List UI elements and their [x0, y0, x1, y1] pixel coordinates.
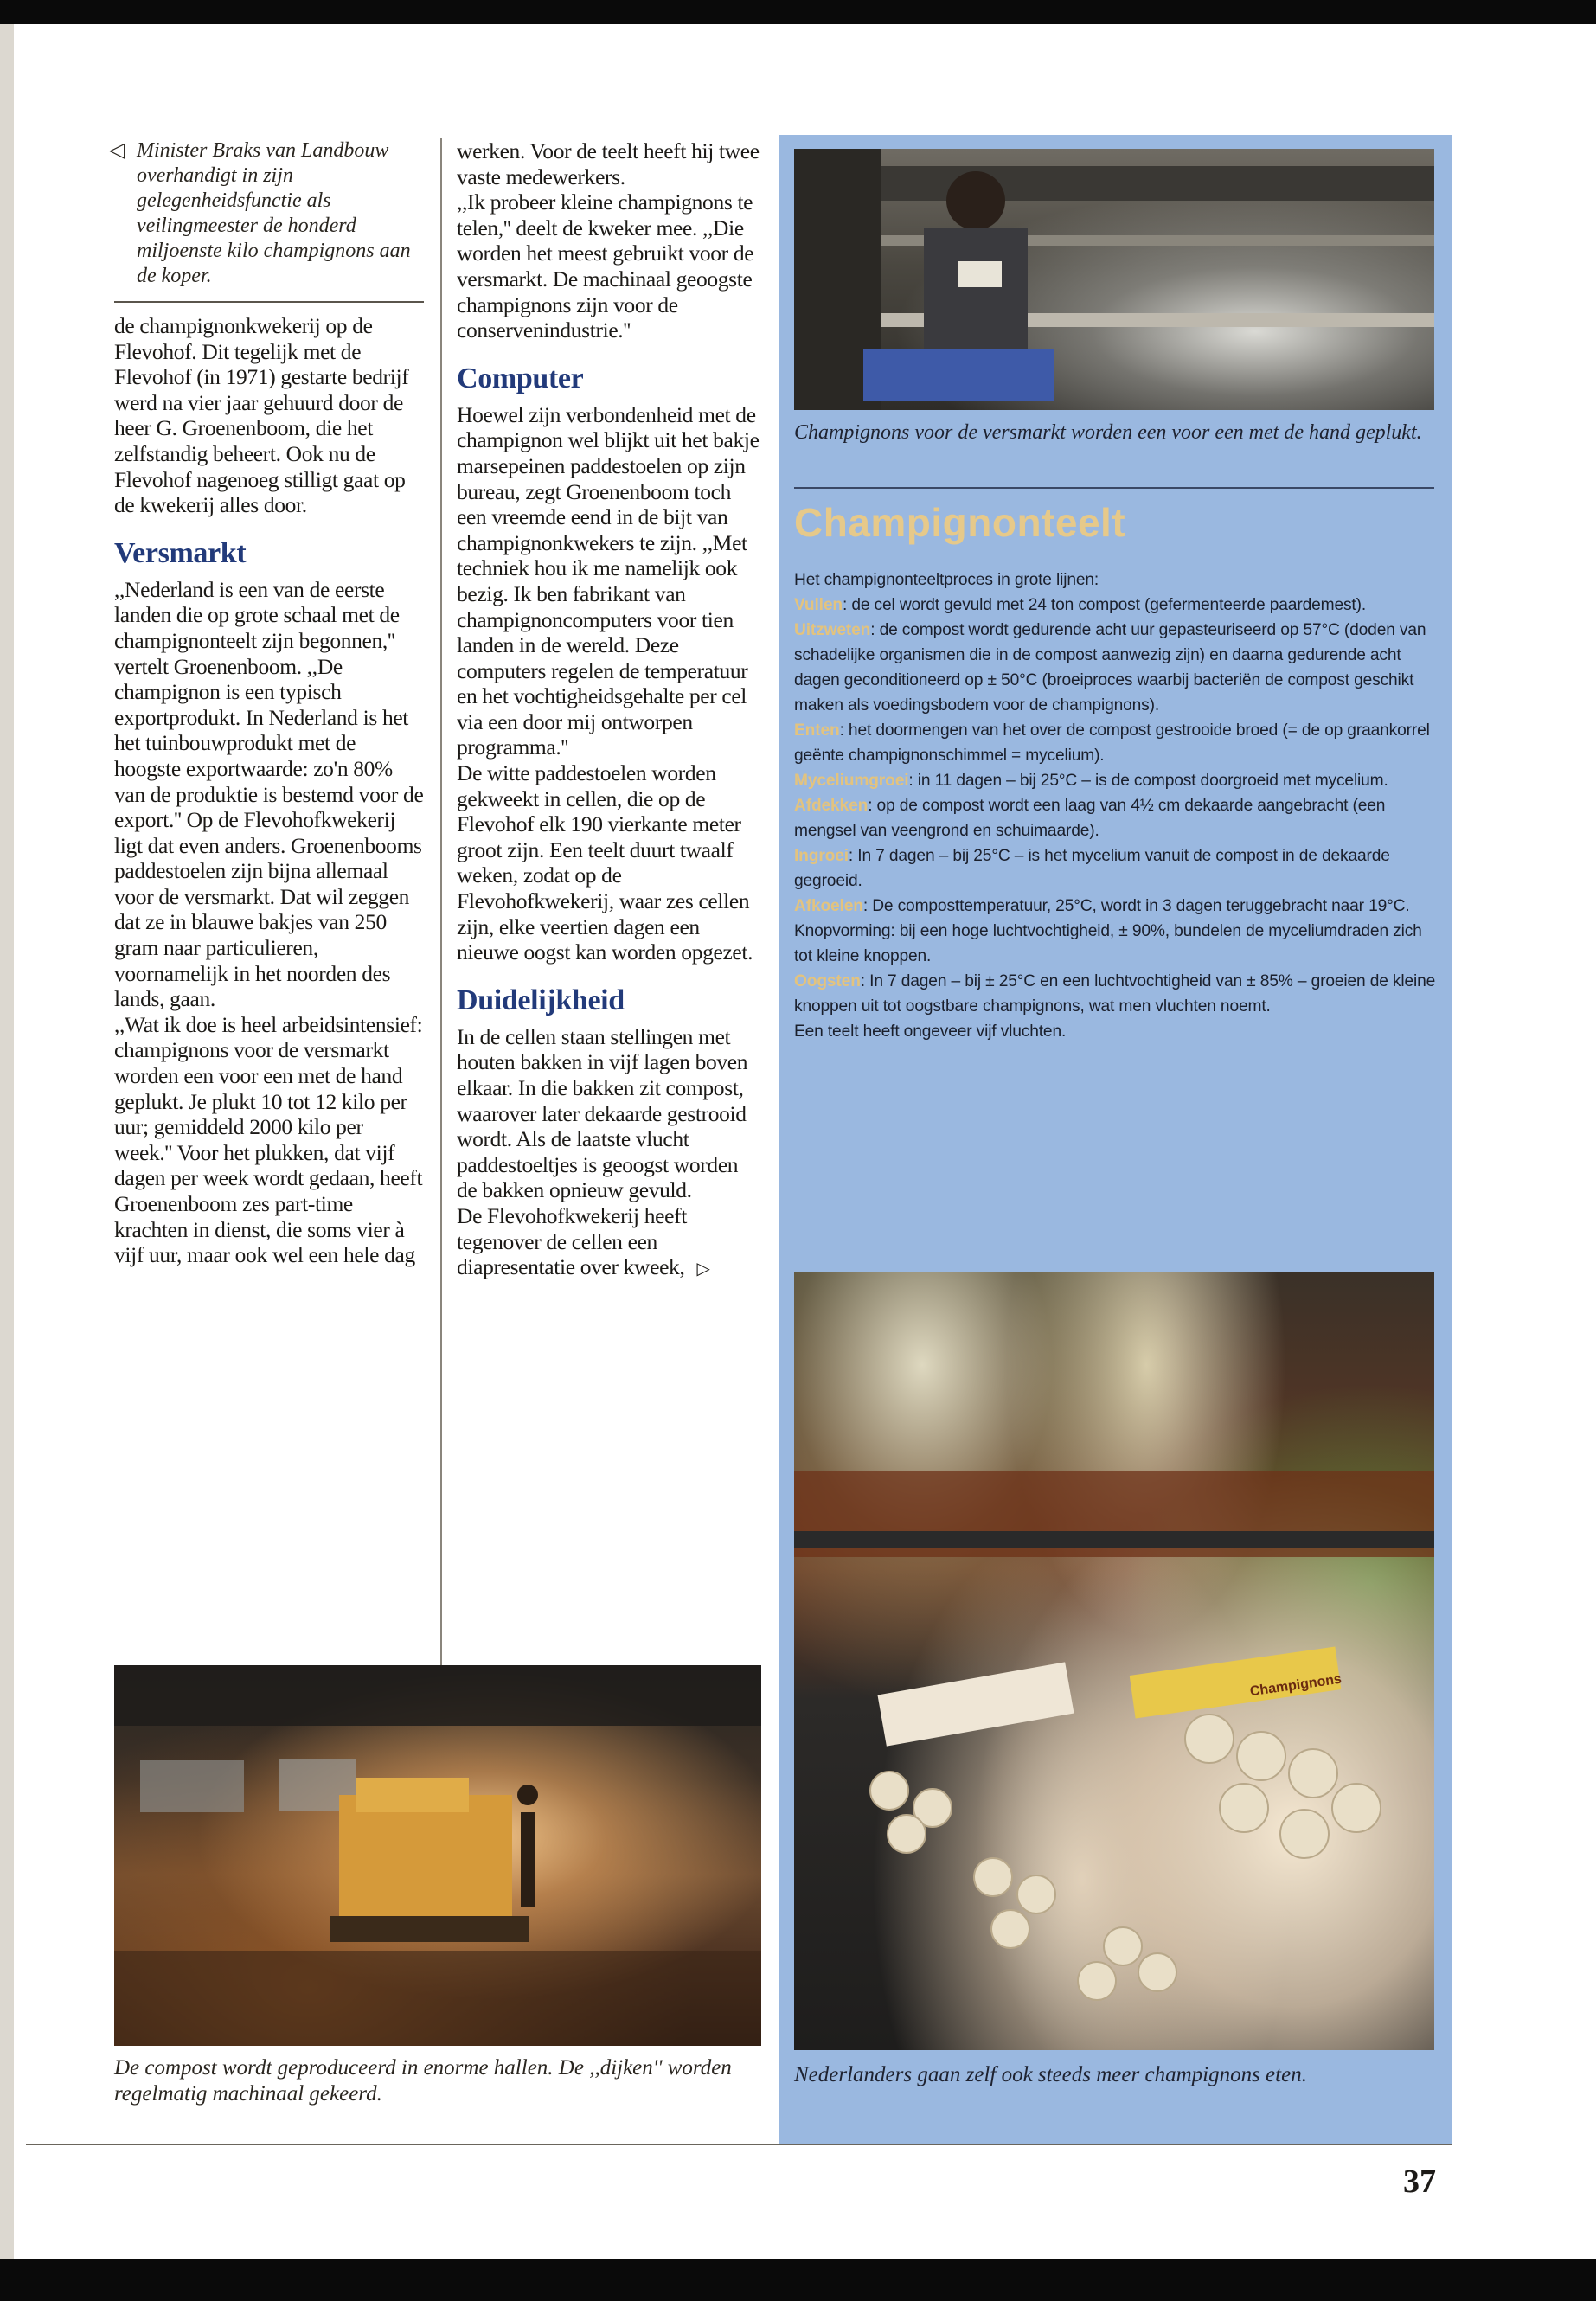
paragraph: de champignonkwekerij op de Flevohof. Dit tegelijk met de Flevohof (in 1971) gestarte bedrijf werd na vier jaar gehuurd door de heer G. Groenenboom, die het zelfstandig beheert. Ook nu de Flevohof nagenoeg stilligt gaat op de kwekerij alles door. [114, 313, 409, 518]
process-step [794, 618, 1439, 718]
step-keyword: Afkoelen [794, 897, 863, 915]
step-text: : de compost wordt gedurende acht uur gepasteuriseerd op 57°C (doden van schadelijke organismen die in de compost aanwezig zijn) en daarna gedurende acht dagen geconditioneerd op ± 50°C (broeiproces waarbij bacteriën de compost geschikt maken als voedingsbodem voor de champignons). [794, 621, 1426, 715]
picker-illustration [794, 149, 1434, 410]
market-illustration [794, 1272, 1434, 2050]
panel-title: Champignonteelt [794, 500, 1126, 545]
heading-duidelijkheid: Duidelijkheid [457, 984, 625, 1016]
panel-divider [794, 487, 1434, 489]
article-column-1 [109, 138, 424, 1268]
paragraph [457, 1203, 761, 1282]
heading-computer: Computer [457, 362, 584, 394]
package-sign-label: Champignons [1248, 1671, 1343, 1700]
footer-divider [26, 2144, 1452, 2145]
step-keyword: Oogsten [794, 972, 861, 990]
page-number: 37 [1403, 2163, 1436, 2200]
paragraph: werken. Voor de teelt heeft hij twee vaste medewerkers. [457, 138, 760, 189]
process-step [794, 593, 1439, 618]
paragraph-text: De Flevohofkwekerij heeft tegenover de cellen een diapresentatie over kweek, [457, 1202, 687, 1280]
intro-caption-text: Minister Braks van Landbouw overhandigt in zijn gelegenheidsfunctie als veilingmeester de honderd miljoenste kilo champignons aan de koper. [137, 139, 411, 287]
heading-versmarkt: Versmarkt [114, 536, 247, 569]
step-keyword: Vullen [794, 596, 843, 614]
step-text: : De composttemperatuur, 25°C, wordt in 3 dagen teruggebracht naar 19°C. Knopvorming: bij een hoge luchtvochtigheid, ± 90%, bundelen de myceliumdraden zich tot kleine knoppen. [794, 897, 1422, 965]
process-step [794, 843, 1439, 894]
step-keyword: Myceliumgroei [794, 772, 909, 790]
paragraph: ,,Ik probeer kleine champignons te telen,'' deelt de kweker mee. ,,Die worden het meest gebruikt voor de versmarkt. De machinaal geoogste champignons zijn voor de conservenindustrie.'' [457, 189, 754, 343]
compost-machine-illustration [114, 1665, 761, 2046]
compost-photo-caption: De compost wordt geproduceerd in enorme hallen. De ,,dijken'' worden regelmatig machinaal gekeerd. [114, 2056, 732, 2106]
step-keyword: Afdekken [794, 797, 869, 815]
step-text: : In 7 dagen – bij 25°C – is het mycelium vanuit de compost in de dekaarde gegroeid. [794, 847, 1390, 890]
vegetable-market-photo [794, 1272, 1434, 2050]
grower-photo-caption: Champignons voor de versmarkt worden een voor een met de hand geplukt. [794, 421, 1422, 444]
compost-hall-photo [114, 1665, 761, 2046]
step-text: : in 11 dagen – bij 25°C – is de compost doorgroeid met mycelium. [908, 772, 1388, 790]
bottom-black-border [0, 2259, 1596, 2301]
step-keyword: Uitzweten [794, 621, 871, 639]
step-text: : de cel wordt gevuld met 24 ton compost (gefermenteerde paardemest). [842, 596, 1367, 614]
process-step [794, 793, 1439, 843]
process-step [794, 969, 1439, 1019]
process-step [794, 718, 1439, 768]
intro-photo-caption [109, 138, 424, 289]
article-column-2 [457, 138, 761, 1282]
process-outro: Een teelt heeft ongeveer vijf vluchten. [794, 1022, 1067, 1041]
paragraph: De witte paddestoelen worden gekweekt in cellen, die op de Flevohof elk 190 vierkante meter groot zijn. Een teelt duurt twaalf weken, zodat op de Flevohofkwekerij, waar zes cellen zijn, elke veertien dagen een nieuwe oogst kan worden opgezet. [457, 760, 753, 965]
caption-divider [114, 301, 424, 303]
left-arrow-icon: ◁ [109, 139, 125, 162]
process-intro: Het champignonteeltproces in grote lijnen: [794, 571, 1099, 589]
process-step [794, 894, 1439, 969]
top-black-border [0, 0, 1596, 24]
step-keyword: Enten [794, 721, 840, 740]
step-text: : op de compost wordt een laag van 4½ cm dekaarde aangebracht (een mengsel van veengrond en schuimaarde). [794, 797, 1386, 840]
continue-arrow-icon: ▷ [696, 1258, 710, 1279]
market-photo-caption: Nederlanders gaan zelf ook steeds meer champignons eten. [794, 2063, 1307, 2086]
paragraph: ,,Nederland is een van de eerste landen die op grote schaal met de champignonteelt zijn begonnen,'' vertelt Groenenboom. ,,De champignon is een typisch exportprodukt. In Nederland is het het tuinbouwprodukt met de hoogste exportwaarde: zo'n 80% van de produktie is bestemd voor de export.'' Op de Flevohofkwekerij ligt dat even anders. Groenenbooms paddestoelen zijn bijna allemaal voor de versmarkt. Dat wil zeggen dat ze in blauwe bakjes van 250 gram naar particulieren, voornamelijk in het noorden des lands, gaan. [114, 576, 424, 1012]
step-keyword: Ingroei [794, 847, 849, 865]
step-text: : In 7 dagen – bij ± 25°C en een luchtvochtigheid van ± 85% – groeien de kleine knoppen uit tot oogstbare champignons, wat men vluchten noemt. [794, 972, 1436, 1016]
paragraph: In de cellen staan stellingen met houten bakken in vijf lagen boven elkaar. In die bakken zit compost, waarover later dekaarde gestrooid wordt. Als de laatste vlucht paddestoeltjes is geoogst worden de bakken opnieuw gevuld. [457, 1023, 748, 1203]
cultivation-process-list [794, 567, 1439, 1044]
step-text: : het doormengen van het over de compost gestrooide broed (= de op graankorrel geënte champignonschimmel = mycelium). [794, 721, 1430, 765]
process-step [794, 768, 1439, 793]
page-edge [0, 24, 14, 2259]
mushroom-picker-photo [794, 149, 1434, 410]
column-divider [440, 138, 442, 1670]
paragraph: Hoewel zijn verbondenheid met de champignon wel blijkt uit het bakje marsepeinen paddestoelen op zijn bureau, zegt Groenenboom toch een vreemde eend in de bijt van champignonkwekers te zijn. ,,Met techniek hou ik me namelijk ook bezig. Ik ben fabrikant van champignoncomputers voor tien landen in de wereld. Deze computers regelen de temperatuur en het vochtigheidsgehalte per cel via een door mij ontworpen programma.'' [457, 401, 760, 760]
paragraph: ,,Wat ik doe is heel arbeidsintensief: champignons voor de versmarkt worden een voor een met de hand geplukt. Je plukt 10 tot 12 kilo per uur; gemiddeld 2000 kilo per week.'' Voor het plukken, dat vijf dagen per week wordt gedaan, heeft Groenenboom zes part-time krachten in dienst, die soms vier à vijf uur, maar ook wel een hele dag [114, 1011, 423, 1268]
